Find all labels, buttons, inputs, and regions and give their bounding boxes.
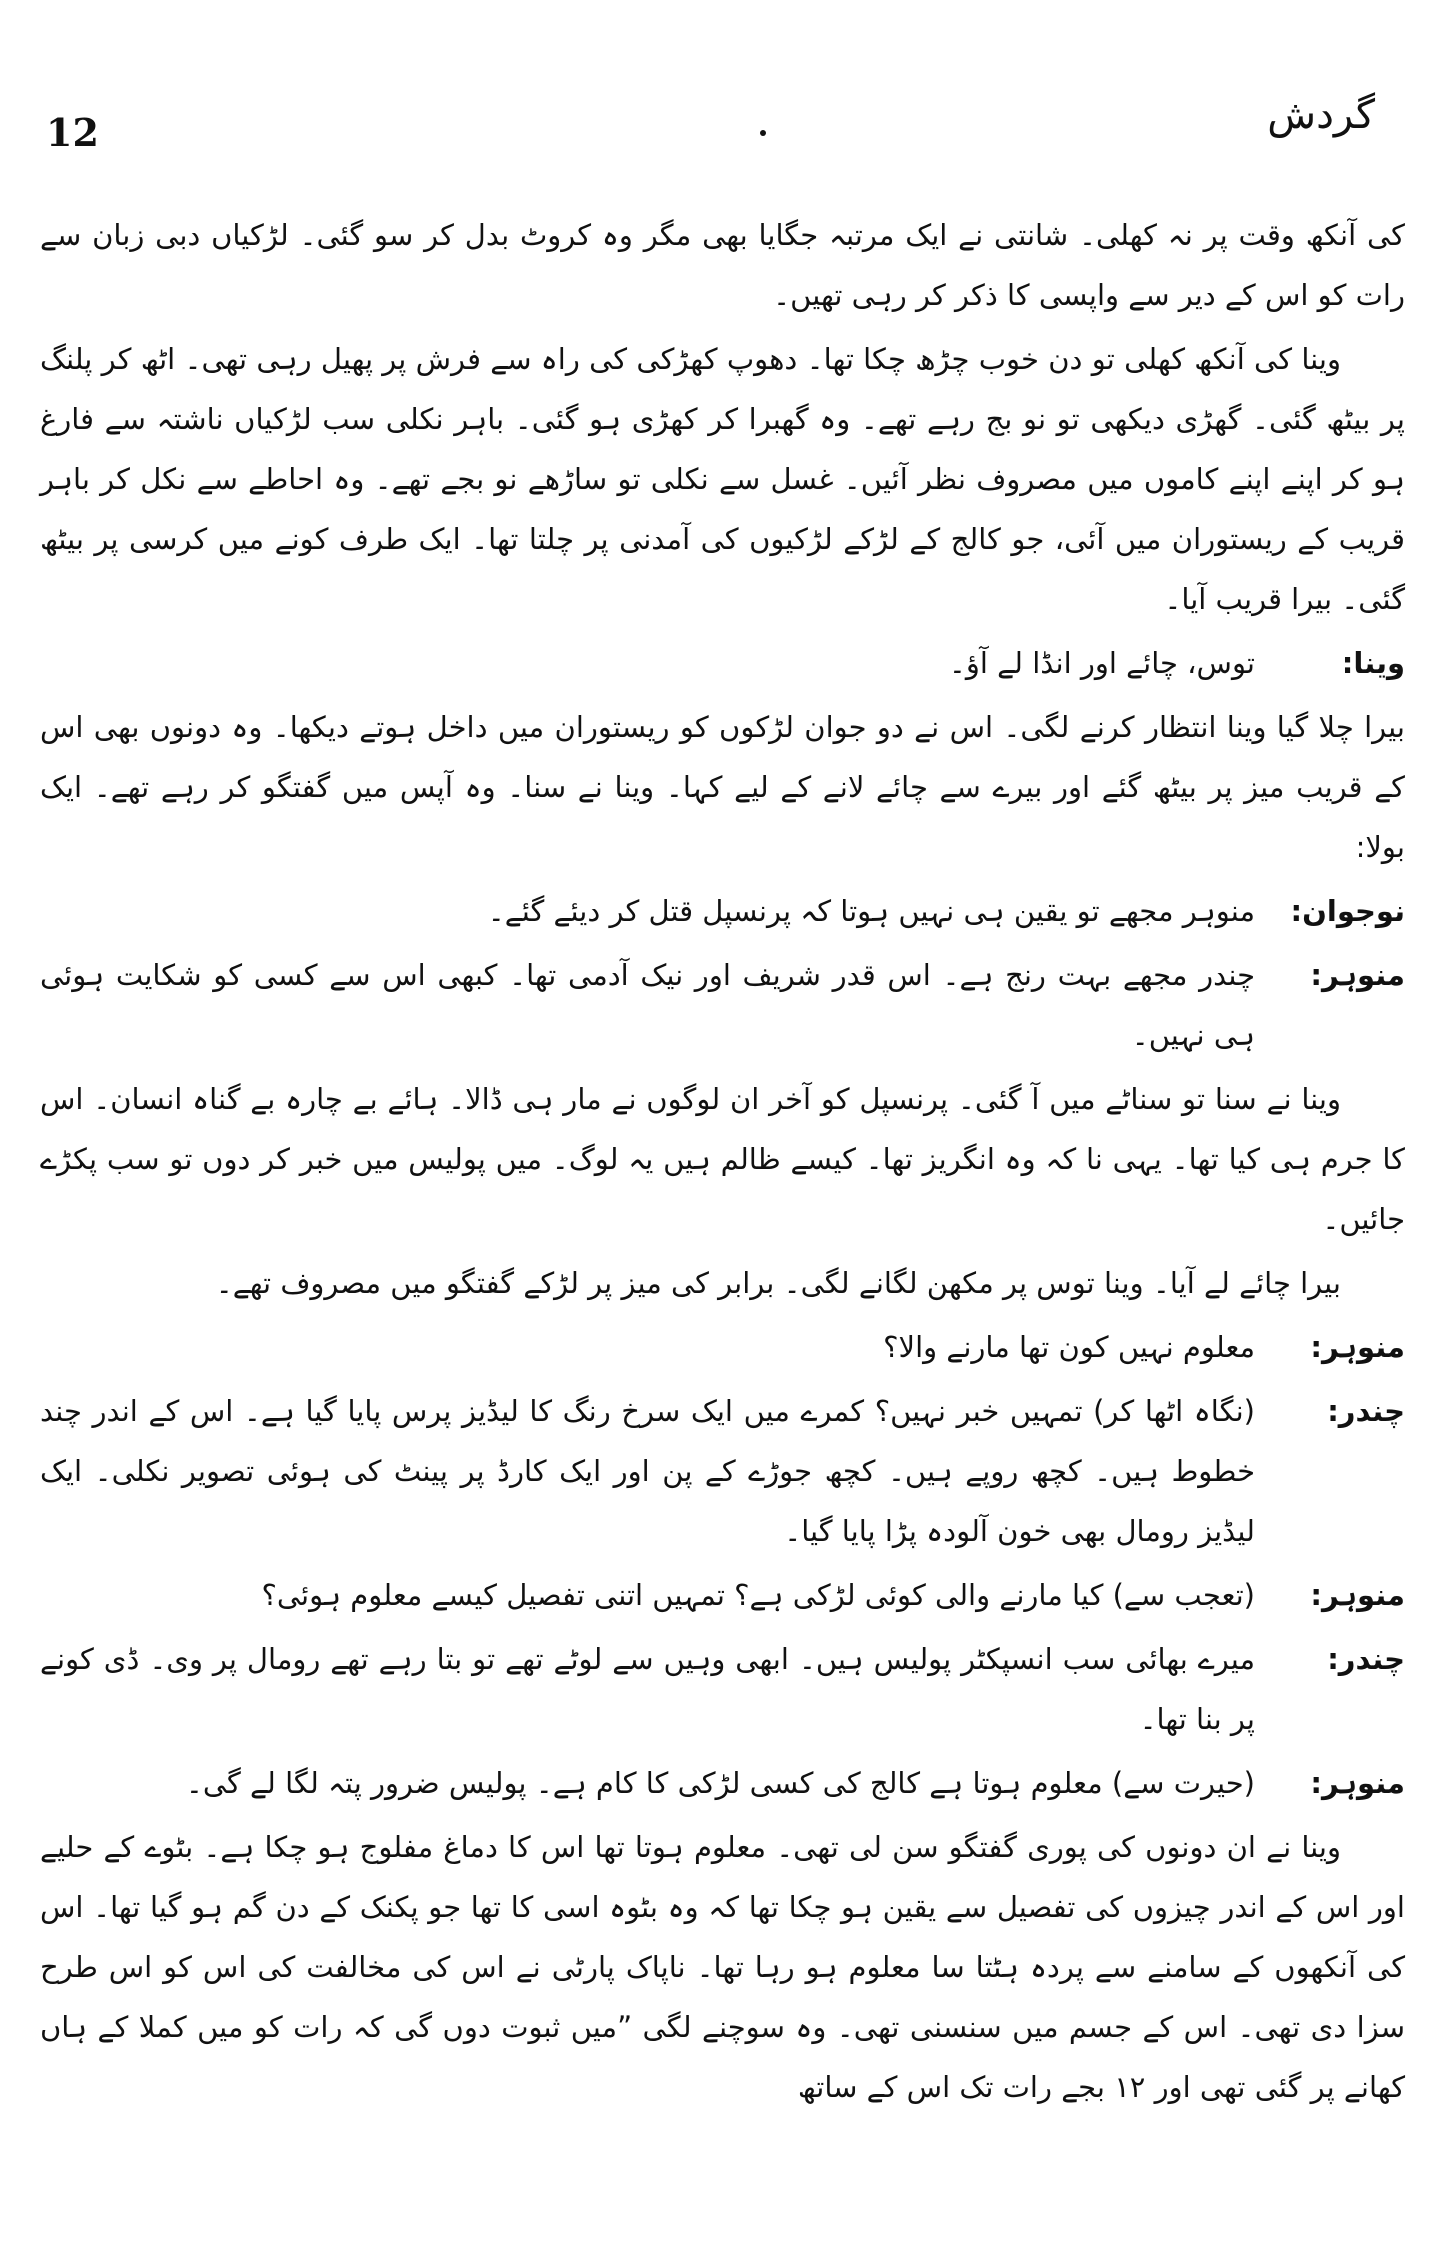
speaker-name: نوجوان: [1290, 894, 1405, 928]
dialogue-text: منوہر مجھے تو یقین ہی نہیں ہوتا کہ پرنسپل قتل کر دیئے گئے۔ [487, 894, 1255, 928]
page-number: 12 [46, 110, 99, 155]
speaker-name: چندر: [1327, 1394, 1405, 1428]
dialogue-line [40, 1317, 1405, 1377]
dialogue-text: توس، چائے اور انڈا لے آؤ۔ [948, 646, 1255, 680]
dialogue-line [40, 1629, 1405, 1749]
speaker-name: منوہر: [1310, 1330, 1405, 1364]
dialogue-text: چندر مجھے بہت رنج ہے۔ اس قدر شریف اور نیک آدمی تھا۔ کبھی اس سے کسی کو شکایت ہوئی ہی نہیں۔ [40, 958, 1255, 1052]
speaker-name: چندر: [1327, 1642, 1405, 1676]
speaker-name: منوہر: [1310, 1578, 1405, 1612]
dialogue-text: (تعجب سے) کیا مارنے والی کوئی لڑکی ہے؟ تمہیں اتنی تفصیل کیسے معلوم ہوئی؟ [261, 1578, 1255, 1612]
dialogue-line [40, 1381, 1405, 1561]
dialogue-text: معلوم نہیں کون تھا مارنے والا؟ [883, 1330, 1255, 1364]
paragraph: وینا کی آنکھ کھلی تو دن خوب چڑھ چکا تھا۔ دھوپ کھڑکی کی راہ سے فرش پر پھیل رہی تھی۔ اٹھ کر پلنگ پر بیٹھ گئی۔ گھڑی دیکھی تو نو بج رہے تھے۔ وہ گھبرا کر کھڑی ہو گئی۔ باہر نکلی سب لڑکیاں ناشتہ سے فارغ ہو کر اپنے اپنے کاموں میں مصروف نظر آئیں۔ غسل سے نکلی تو ساڑھے نو بجے تھے۔ وہ احاطے سے نکل کر باہر قریب کے ریستوران میں آئی، جو کالج کے لڑکے لڑکیوں کی آمدنی پر چلتا تھا۔ ایک طرف کونے میں کرسی پر بیٹھ گئی۔ بیرا قریب آیا۔ [40, 342, 1405, 616]
dialogue-line [40, 1753, 1405, 1813]
speaker-name: وینا: [1341, 646, 1405, 680]
dialogue-text: (حیرت سے) معلوم ہوتا ہے کالج کی کسی لڑکی کا کام ہے۔ پولیس ضرور پتہ لگا لے گی۔ [185, 1766, 1255, 1800]
paragraph: بیرا چائے لے آیا۔ وینا توس پر مکھن لگانے لگی۔ برابر کی میز پر لڑکے گفتگو میں مصروف تھے۔ [215, 1266, 1341, 1300]
ink-dot [760, 130, 766, 136]
dialogue-text: میرے بھائی سب انسپکٹر پولیس ہیں۔ ابھی وہیں سے لوٹے تھے تو بتا رہے تھے رومال پر وی۔ ڈی کونے پر بنا تھا۔ [40, 1642, 1255, 1736]
dialogue-line [40, 881, 1405, 941]
dialogue-line [40, 633, 1405, 693]
dialogue-text: (نگاہ اٹھا کر) تمہیں خبر نہیں؟ کمرے میں ایک سرخ رنگ کا لیڈیز پرس پایا گیا ہے۔ اس کے اندر چند خطوط ہیں۔ کچھ روپے ہیں۔ کچھ جوڑے کے پن اور ایک کارڈ پر پینٹ کی ہوئی تصویر نکلی۔ ایک لیڈیز رومال بھی خون آلودہ پڑا پایا گیا۔ [40, 1394, 1255, 1548]
speaker-name: منوہر: [1310, 1766, 1405, 1800]
speaker-name: منوہر: [1310, 958, 1405, 992]
running-head: گردش [1267, 92, 1375, 138]
paragraph: بیرا چلا گیا وینا انتظار کرنے لگی۔ اس نے دو جوان لڑکوں کو ریستوران میں داخل ہوتے دیکھا۔ وہ دونوں بھی اس کے قریب میز پر بیٹھ گئے اور بیرے سے چائے لانے کے لیے کہا۔ وینا نے سنا۔ وہ آپس میں گفتگو کر رہے تھے۔ ایک بولا: [40, 710, 1405, 864]
paragraph: وینا نے ان دونوں کی پوری گفتگو سن لی تھی۔ معلوم ہوتا تھا اس کا دماغ مفلوج ہو چکا ہے۔ بٹوے کے حلیے اور اس کے اندر چیزوں کی تفصیل سے یقین ہو چکا تھا کہ وہ بٹوہ اسی کا تھا جو پکنک کے دن گم ہو گیا تھا۔ اس کی آنکھوں کے سامنے سے پردہ ہٹتا سا معلوم ہو رہا تھا۔ ناپاک پارٹی نے اس کی مخالفت کی اس کو اس طرح سزا دی تھی۔ اس کے جسم میں سنسنی تھی۔ وہ سوچنے لگی ”میں ثبوت دوں گی کہ رات کو میں کملا کے ہاں کھانے پر گئی تھی اور ۱۲ بجے رات تک اس کے ساتھ [40, 1830, 1405, 2104]
page-body-text [40, 205, 1405, 2121]
dialogue-line [40, 1565, 1405, 1625]
paragraph: کی آنکھ وقت پر نہ کھلی۔ شانتی نے ایک مرتبہ جگایا بھی مگر وہ کروٹ بدل کر سو گئی۔ لڑکیاں دبی زبان سے رات کو اس کے دیر سے واپسی کا ذکر کر رہی تھیں۔ [40, 218, 1405, 312]
dialogue-line [40, 945, 1405, 1065]
paragraph: وینا نے سنا تو سناٹے میں آ گئی۔ پرنسپل کو آخر ان لوگوں نے مار ہی ڈالا۔ ہائے بے چارہ بے گناہ انسان۔ اس کا جرم ہی کیا تھا۔ یہی نا کہ وہ انگریز تھا۔ کیسے ظالم ہیں یہ لوگ۔ میں پولیس میں خبر کر دوں تو سب پکڑے جائیں۔ [40, 1082, 1405, 1236]
